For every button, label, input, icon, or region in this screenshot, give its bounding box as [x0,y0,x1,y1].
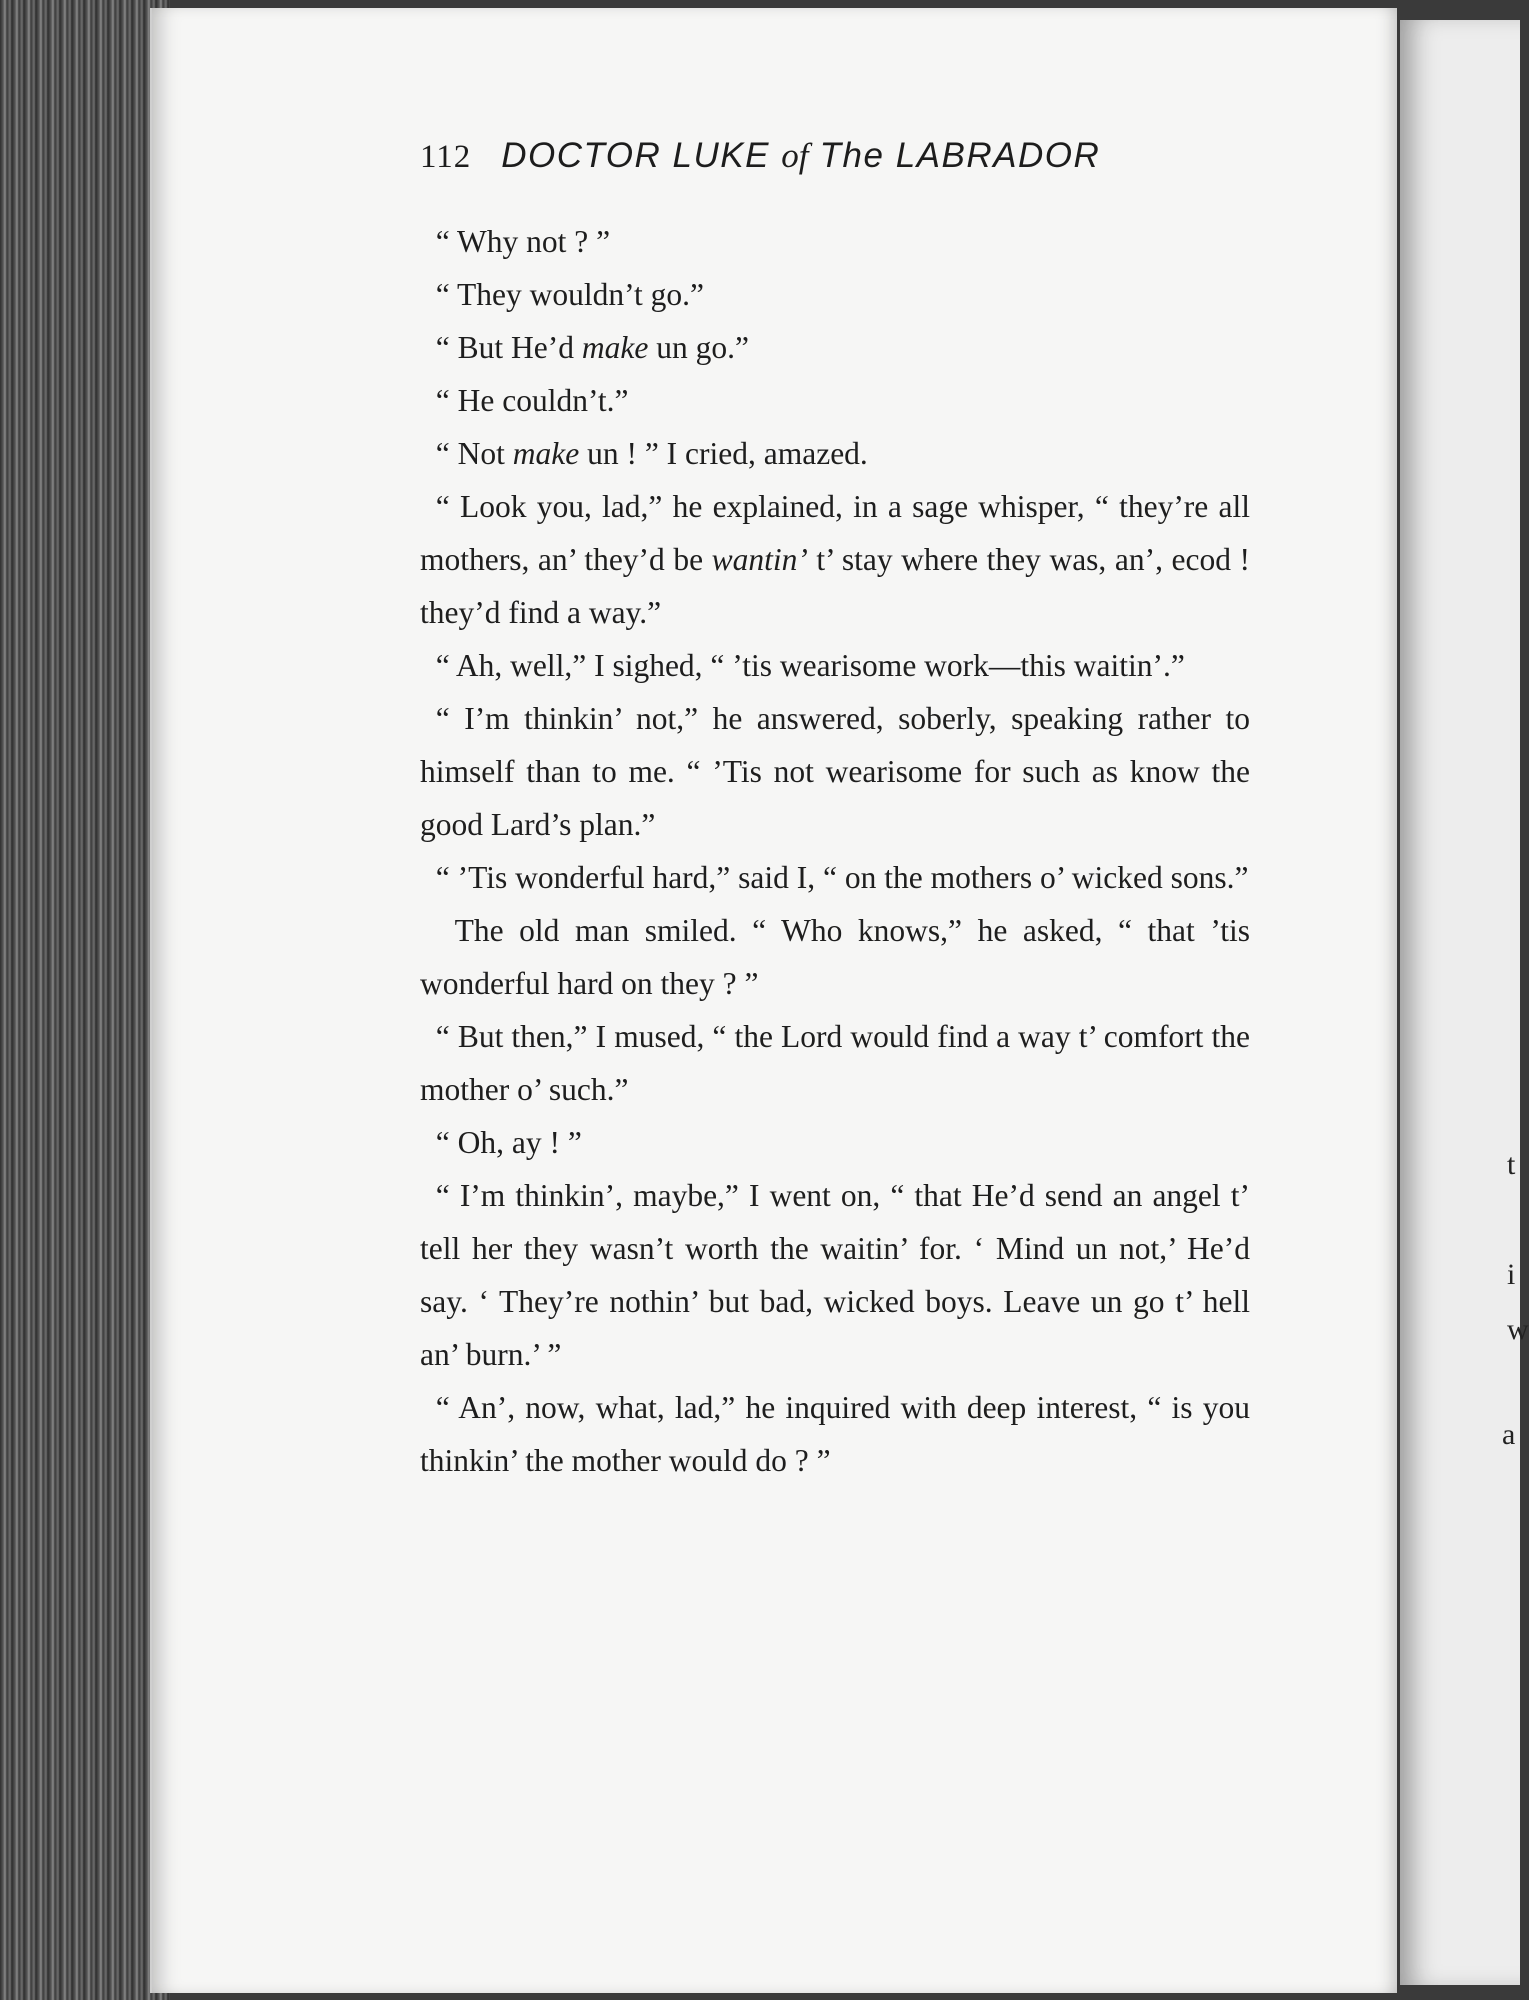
text-segment: “ But He’d [435,330,582,365]
running-title [501,136,1100,176]
paragraph [420,904,1250,1010]
text-segment: The old man smiled. “ Who knows,” he asked, “ that ’tis wonderful hard on they ? ” [420,913,1250,1001]
text-segment: “ Look you, lad,” he explained, in a sage whisper, “ they’re all mothers, an’ they’d be [420,489,1250,577]
paragraph [420,427,1250,480]
paragraph [420,1010,1250,1116]
text-segment: t’ stay where they was, an’, ecod ! they’d find a way.” [420,542,1250,630]
running-title-part: DOCTOR LUKE [501,136,770,175]
text-segment: “ ’Tis wonderful hard,” said I, “ on the mothers o’ wicked sons.” [435,860,1249,895]
running-title-part: The LABRADOR [819,136,1101,175]
text-segment: “ Ah, well,” I sighed, “ ’tis wearisome work—this waitin’.” [435,648,1185,683]
page-header [420,136,1250,196]
paragraph [420,1169,1250,1381]
text-segment: “ But then,” I mused, “ the Lord would find a way t’ comfort the mother o’ such.” [420,1019,1250,1107]
body-text [420,215,1250,1487]
text-segment: “ Why not ? ” [435,224,611,259]
paragraph [420,321,1250,374]
paragraph [420,374,1250,427]
adjacent-page-fragment: i [1507,1258,1516,1291]
text-segment: “ Not [435,436,513,471]
text-segment: un ! ” I cried, amazed. [579,436,868,471]
text-segment: “ He couldn’t.” [435,383,629,418]
adjacent-page-fragment: t [1507,1148,1516,1181]
adjacent-page-fragment: w [1507,1313,1529,1346]
running-title-of: of [781,136,809,175]
paragraph [420,215,1250,268]
paragraph [420,1381,1250,1487]
paragraph [420,851,1250,904]
text-segment: “ I’m thinkin’, maybe,” I went on, “ that He’d send an angel t’ tell her they wasn’t worth the waitin’ for. ‘ Mind un not,’ He’d say. ‘ They’re nothin’ but bad, wicked boys. Leave un go t’ hell an’ burn.’ ” [420,1178,1250,1372]
italic-text: make [512,436,580,471]
text-segment: “ An’, now, what, lad,” he inquired with deep interest, “ is you thinkin’ the mother would do ? ” [420,1390,1250,1478]
paragraph [420,268,1250,321]
text-segment: “ They wouldn’t go.” [435,277,705,312]
paragraph [420,639,1250,692]
adjacent-page [1400,20,1529,1985]
paragraph [420,692,1250,851]
paragraph [420,480,1250,639]
book-page-edges [0,0,170,2000]
italic-text: wantin’ [711,542,808,577]
page-number: 112 [420,139,472,175]
text-segment: un go.” [648,330,749,365]
italic-text: make [581,330,649,365]
paragraph [420,1116,1250,1169]
text-segment: “ I’m thinkin’ not,” he answered, soberly, speaking rather to himself than to me. “ ’Tis not wearisome for such as know the good Lard’s plan.” [420,701,1250,842]
adjacent-page-fragment: a [1502,1418,1516,1451]
text-segment: “ Oh, ay ! ” [435,1125,582,1160]
